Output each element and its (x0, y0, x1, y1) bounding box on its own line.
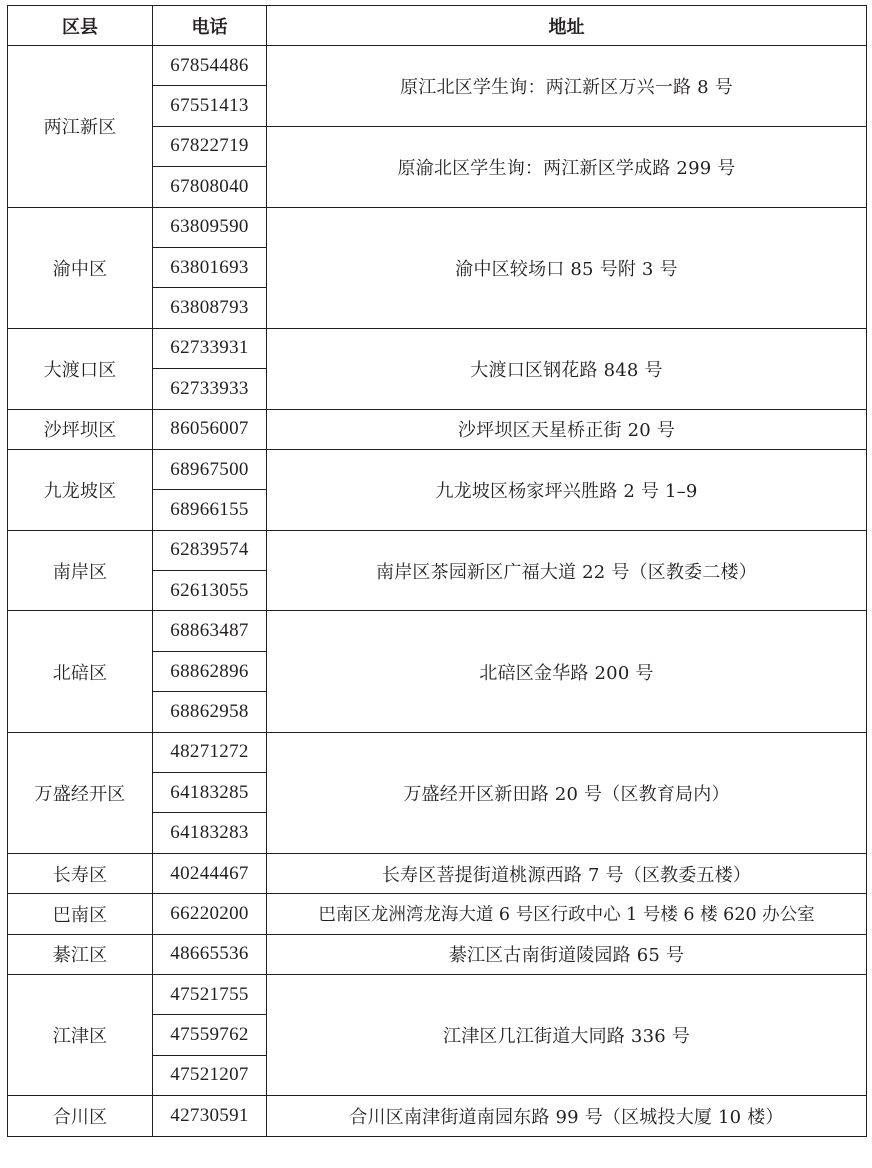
table-row (8, 328, 867, 368)
address-cell: 九龙坡区杨家坪兴胜路 2 号 1–9 (267, 449, 867, 530)
header-phone: 电话 (153, 6, 267, 46)
district-cell: 合川区 (8, 1096, 153, 1136)
address-cell: 北碚区金华路 200 号 (267, 611, 867, 732)
address-cell: 原江北区学生询：两江新区万兴一路 8 号 (267, 46, 867, 127)
phone-cell: 63808793 (153, 288, 267, 328)
header-row (8, 6, 867, 46)
table-row (8, 732, 867, 772)
phone-cell: 64183285 (153, 773, 267, 813)
table-body (8, 46, 867, 1137)
phone-cell: 47559762 (153, 1015, 267, 1055)
address-cell: 江津区几江街道大同路 336 号 (267, 974, 867, 1095)
district-cell: 綦江区 (8, 934, 153, 974)
district-cell: 万盛经开区 (8, 732, 153, 853)
phone-cell: 47521755 (153, 974, 267, 1014)
phone-cell: 68967500 (153, 449, 267, 489)
district-cell: 两江新区 (8, 46, 153, 208)
address-cell: 万盛经开区新田路 20 号（区教育局内） (267, 732, 867, 853)
phone-cell: 63809590 (153, 207, 267, 247)
phone-cell: 67808040 (153, 167, 267, 207)
header-address: 地址 (267, 6, 867, 46)
phone-cell: 62613055 (153, 571, 267, 611)
phone-cell: 62839574 (153, 530, 267, 570)
district-cell: 大渡口区 (8, 328, 153, 409)
phone-cell: 42730591 (153, 1096, 267, 1136)
address-cell: 綦江区古南街道陵园路 65 号 (267, 934, 867, 974)
phone-cell: 62733931 (153, 328, 267, 368)
address-cell: 原渝北区学生询：两江新区学成路 299 号 (267, 126, 867, 207)
table-row (8, 449, 867, 489)
table-row (8, 611, 867, 651)
phone-cell: 40244467 (153, 853, 267, 893)
phone-cell: 62733933 (153, 369, 267, 409)
address-cell: 渝中区较场口 85 号附 3 号 (267, 207, 867, 328)
address-cell: 沙坪坝区天星桥正街 20 号 (267, 409, 867, 449)
phone-cell: 67551413 (153, 86, 267, 126)
district-cell: 沙坪坝区 (8, 409, 153, 449)
table-header (8, 6, 867, 46)
table-row (8, 853, 867, 893)
district-cell: 九龙坡区 (8, 449, 153, 530)
header-district: 区县 (8, 6, 153, 46)
table-row (8, 207, 867, 247)
district-cell: 渝中区 (8, 207, 153, 328)
district-cell: 北碚区 (8, 611, 153, 732)
table-row (8, 1096, 867, 1136)
address-cell: 巴南区龙洲湾龙海大道 6 号区行政中心 1 号楼 6 楼 620 办公室 (267, 894, 867, 934)
address-cell: 长寿区菩提街道桃源西路 7 号（区教委五楼） (267, 853, 867, 893)
phone-cell: 64183283 (153, 813, 267, 853)
table-row (8, 409, 867, 449)
table-row (8, 974, 867, 1014)
table-row (8, 46, 867, 86)
phone-cell: 86056007 (153, 409, 267, 449)
table-row (8, 934, 867, 974)
phone-cell: 63801693 (153, 247, 267, 287)
address-cell: 合川区南津街道南园东路 99 号（区城投大厦 10 楼） (267, 1096, 867, 1136)
table-row (8, 530, 867, 570)
phone-cell: 67822719 (153, 126, 267, 166)
district-cell: 南岸区 (8, 530, 153, 611)
phone-cell: 67854486 (153, 46, 267, 86)
phone-cell: 47521207 (153, 1055, 267, 1095)
district-cell: 巴南区 (8, 894, 153, 934)
address-cell: 南岸区茶园新区广福大道 22 号（区教委二楼） (267, 530, 867, 611)
phone-cell: 66220200 (153, 894, 267, 934)
phone-cell: 68862958 (153, 692, 267, 732)
district-cell: 江津区 (8, 974, 153, 1095)
district-cell: 长寿区 (8, 853, 153, 893)
phone-cell: 48665536 (153, 934, 267, 974)
table-row (8, 894, 867, 934)
contact-table (7, 5, 867, 1137)
address-cell: 大渡口区钢花路 848 号 (267, 328, 867, 409)
phone-cell: 48271272 (153, 732, 267, 772)
phone-cell: 68863487 (153, 611, 267, 651)
phone-cell: 68862896 (153, 651, 267, 691)
phone-cell: 68966155 (153, 490, 267, 530)
